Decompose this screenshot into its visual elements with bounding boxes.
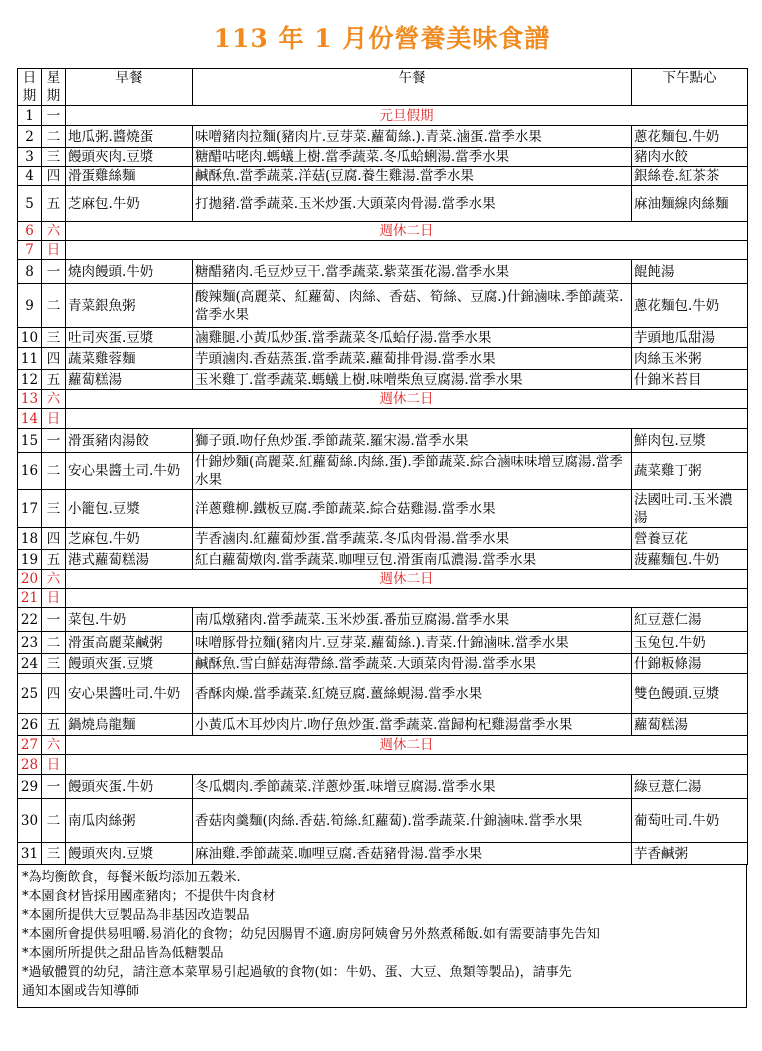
day-cell: 3 — [18, 148, 42, 167]
lunch-cell: 芋頭滷肉.香菇蒸蛋.當季蔬菜.蘿蔔排骨湯.當季水果 — [193, 348, 632, 370]
table-row — [18, 148, 748, 167]
snack-cell: 芋香鹹粥 — [632, 843, 748, 865]
day-cell: 14 — [18, 409, 42, 429]
header-week: 星期 — [42, 69, 66, 106]
note-line: 通知本園或告知導師 — [22, 984, 140, 999]
day-cell: 9 — [18, 284, 42, 328]
snack-cell: 芋頭地瓜甜湯 — [632, 328, 748, 348]
day-cell: 30 — [18, 799, 42, 843]
weekday-cell: 六 — [42, 736, 66, 755]
day-cell: 21 — [18, 589, 42, 608]
snack-cell: 菠蘿麵包.牛奶 — [632, 550, 748, 570]
breakfast-cell: 芝麻包.牛奶 — [66, 186, 193, 222]
snack-cell: 什錦粄條湯 — [632, 654, 748, 674]
weekday-cell: 六 — [42, 390, 66, 409]
weekday-cell: 四 — [42, 348, 66, 370]
lunch-cell: 小黃瓜木耳炒肉片.吻仔魚炒蛋.當季蔬菜.當歸枸杞雞湯當季水果 — [193, 714, 632, 736]
table-row — [18, 370, 748, 390]
day-cell: 10 — [18, 328, 42, 348]
day-cell: 19 — [18, 550, 42, 570]
breakfast-cell: 青菜銀魚粥 — [66, 284, 193, 328]
day-cell: 28 — [18, 755, 42, 775]
weekday-cell: 二 — [42, 632, 66, 654]
table-row — [18, 654, 748, 674]
breakfast-cell: 饅頭夾蛋.牛奶 — [66, 775, 193, 799]
weekday-cell: 二 — [42, 453, 66, 490]
breakfast-cell: 饅頭夾肉.豆漿 — [66, 148, 193, 167]
day-cell: 13 — [18, 390, 42, 409]
table-row — [18, 126, 748, 148]
weekend-row — [18, 222, 748, 241]
snack-cell: 銀絲卷.紅茶茶 — [632, 167, 748, 186]
weekday-cell: 日 — [42, 409, 66, 429]
weekend-row — [18, 241, 748, 260]
snack-cell: 什錦米苔目 — [632, 370, 748, 390]
weekday-cell: 五 — [42, 714, 66, 736]
snack-cell: 豬肉水餃 — [632, 148, 748, 167]
header-row — [18, 69, 748, 106]
day-cell: 31 — [18, 843, 42, 865]
breakfast-cell: 鍋燒烏龍麵 — [66, 714, 193, 736]
lunch-cell: 洋蔥雞柳.鐵板豆腐.季節蔬菜.綜合菇雞湯.當季水果 — [193, 490, 632, 528]
snack-cell: 葡萄吐司.牛奶 — [632, 799, 748, 843]
day-cell: 4 — [18, 167, 42, 186]
weekday-cell: 日 — [42, 755, 66, 775]
lunch-cell: 香菇肉羹麵(肉絲.香菇.筍絲.紅蘿蔔).當季蔬菜.什錦滷味.當季水果 — [193, 799, 632, 843]
day-cell: 20 — [18, 570, 42, 589]
weekday-cell: 五 — [42, 186, 66, 222]
weekday-cell: 一 — [42, 106, 66, 126]
table-row — [18, 284, 748, 328]
table-row — [18, 550, 748, 570]
table-row — [18, 453, 748, 490]
day-cell: 27 — [18, 736, 42, 755]
weekday-cell: 一 — [42, 429, 66, 453]
lunch-cell: 什錦炒麵(高麗菜.紅蘿蔔絲.肉絲.蛋).季節蔬菜.綜合滷味味增豆腐湯.當季水果 — [193, 453, 632, 490]
snack-cell: 蘿蔔糕湯 — [632, 714, 748, 736]
weekday-cell: 一 — [42, 608, 66, 632]
breakfast-cell: 滑蛋豬肉湯餃 — [66, 429, 193, 453]
weekend-label: 週休二日 — [66, 570, 748, 589]
lunch-cell: 味噌豬肉拉麵(豬肉片.豆芽菜.蘿蔔絲.).青菜.滷蛋.當季水果 — [193, 126, 632, 148]
note-line: *本園所會提供易咀嚼.易消化的食物；幼兒因腸胃不適.廚房阿姨會另外熬煮稀飯.如有需要請事先告知 — [22, 927, 600, 942]
table-row — [18, 260, 748, 284]
table-row — [18, 167, 748, 186]
table-row — [18, 799, 748, 843]
note-line: *過敏體質的幼兒，請注意本菜單易引起過敏的食物(如：牛奶、蛋、大豆、魚類等製品)，請事先 — [22, 965, 572, 980]
weekend-label: 週休二日 — [66, 222, 748, 241]
weekday-cell: 四 — [42, 167, 66, 186]
day-cell: 12 — [18, 370, 42, 390]
weekend-label — [66, 241, 748, 260]
breakfast-cell: 滑蛋雞絲麵 — [66, 167, 193, 186]
table-row — [18, 429, 748, 453]
note-line: *本園所所提供之甜品皆為低糖製品 — [22, 946, 224, 961]
snack-cell: 蔥花麵包.牛奶 — [632, 284, 748, 328]
weekend-label — [66, 589, 748, 608]
weekday-cell: 日 — [42, 589, 66, 608]
day-cell: 25 — [18, 674, 42, 714]
weekend-row — [18, 755, 748, 775]
page-title: 113 年 1 月份營養美味食譜 — [213, 24, 551, 53]
lunch-cell: 玉米雞丁.當季蔬菜.螞蟻上樹.味噌柴魚豆腐湯.當季水果 — [193, 370, 632, 390]
lunch-cell: 酸辣麵(高麗菜、紅蘿蔔、肉絲、香菇、筍絲、豆腐.)什錦滷味.季節蔬菜.當季水果 — [193, 284, 632, 328]
breakfast-cell: 地瓜粥.醬燒蛋 — [66, 126, 193, 148]
lunch-cell: 滷雞腿.小黃瓜炒蛋.當季蔬菜冬瓜蛤仔湯.當季水果 — [193, 328, 632, 348]
breakfast-cell: 蘿蔔糕湯 — [66, 370, 193, 390]
holiday-label: 元旦假期 — [66, 106, 748, 126]
breakfast-cell: 安心果醬土司.牛奶 — [66, 453, 193, 490]
breakfast-cell: 蔬菜雞蓉麵 — [66, 348, 193, 370]
table-row — [18, 775, 748, 799]
lunch-cell: 糖醋咕咾肉.螞蟻上樹.當季蔬菜.冬瓜蛤蜊湯.當季水果 — [193, 148, 632, 167]
header-day: 日期 — [18, 69, 42, 106]
lunch-cell: 南瓜燉豬肉.當季蔬菜.玉米炒蛋.番茄豆腐湯.當季水果 — [193, 608, 632, 632]
note-line: *為均衡飲食，每餐米飯均添加五穀米. — [22, 870, 241, 885]
weekend-label: 週休二日 — [66, 390, 748, 409]
snack-cell: 蔥花麵包.牛奶 — [632, 126, 748, 148]
weekday-cell: 二 — [42, 284, 66, 328]
day-cell: 22 — [18, 608, 42, 632]
table-row — [18, 328, 748, 348]
breakfast-cell: 南瓜肉絲粥 — [66, 799, 193, 843]
day-cell: 7 — [18, 241, 42, 260]
weekend-row — [18, 390, 748, 409]
day-cell: 6 — [18, 222, 42, 241]
breakfast-cell: 芝麻包.牛奶 — [66, 528, 193, 550]
weekday-cell: 四 — [42, 528, 66, 550]
weekend-row — [18, 589, 748, 608]
table-row — [18, 528, 748, 550]
weekday-cell: 二 — [42, 799, 66, 843]
snack-cell: 綠豆薏仁湯 — [632, 775, 748, 799]
snack-cell: 鮮肉包.豆漿 — [632, 429, 748, 453]
weekday-cell: 三 — [42, 490, 66, 528]
weekday-cell: 三 — [42, 843, 66, 865]
weekday-cell: 四 — [42, 674, 66, 714]
weekday-cell: 六 — [42, 222, 66, 241]
weekday-cell: 三 — [42, 328, 66, 348]
lunch-cell: 味噌豚骨拉麵(豬肉片.豆芽菜.蘿蔔絲.).青菜.什錦滷味.當季水果 — [193, 632, 632, 654]
breakfast-cell: 吐司夾蛋.豆漿 — [66, 328, 193, 348]
weekday-cell: 日 — [42, 241, 66, 260]
snack-cell: 肉絲玉米粥 — [632, 348, 748, 370]
snack-cell: 餛飩湯 — [632, 260, 748, 284]
lunch-cell: 紅白蘿蔔燉肉.當季蔬菜.咖哩豆包.滑蛋南瓜濃湯.當季水果 — [193, 550, 632, 570]
lunch-cell: 鹹酥魚.雪白鮮菇海帶絲.當季蔬菜.大頭菜肉骨湯.當季水果 — [193, 654, 632, 674]
day-cell: 26 — [18, 714, 42, 736]
snack-cell: 蔬菜雞丁粥 — [632, 453, 748, 490]
holiday-row — [18, 106, 748, 126]
lunch-cell: 打拋豬.當季蔬菜.玉米炒蛋.大頭菜肉骨湯.當季水果 — [193, 186, 632, 222]
weekday-cell: 一 — [42, 775, 66, 799]
table-row — [18, 843, 748, 865]
header-breakfast: 早餐 — [66, 69, 193, 106]
header-snack: 下午點心 — [632, 69, 748, 106]
menu-table — [17, 68, 748, 865]
snack-cell: 紅豆薏仁湯 — [632, 608, 748, 632]
table-row — [18, 490, 748, 528]
lunch-cell: 鹹酥魚.當季蔬菜.洋菇(豆腐.養生雞湯.當季水果 — [193, 167, 632, 186]
table-row — [18, 674, 748, 714]
day-cell: 18 — [18, 528, 42, 550]
day-cell: 1 — [18, 106, 42, 126]
lunch-cell: 獅子頭.吻仔魚炒蛋.季節蔬菜.羅宋湯.當季水果 — [193, 429, 632, 453]
table-row — [18, 714, 748, 736]
weekend-row — [18, 409, 748, 429]
weekday-cell: 三 — [42, 654, 66, 674]
breakfast-cell: 饅頭夾肉.豆漿 — [66, 843, 193, 865]
lunch-cell: 芋香滷肉.紅蘿蔔炒蛋.當季蔬菜.冬瓜肉骨湯.當季水果 — [193, 528, 632, 550]
breakfast-cell: 港式蘿蔔糕湯 — [66, 550, 193, 570]
table-row — [18, 348, 748, 370]
weekday-cell: 三 — [42, 148, 66, 167]
lunch-cell: 麻油雞.季節蔬菜.咖哩豆腐.香菇豬骨湯.當季水果 — [193, 843, 632, 865]
weekday-cell: 六 — [42, 570, 66, 589]
lunch-cell: 糖醋豬肉.毛豆炒豆干.當季蔬菜.紫菜蛋花湯.當季水果 — [193, 260, 632, 284]
header-lunch: 午餐 — [193, 69, 632, 106]
day-cell: 23 — [18, 632, 42, 654]
menu-page — [17, 18, 747, 1008]
snack-cell: 雙色饅頭.豆漿 — [632, 674, 748, 714]
breakfast-cell: 菜包.牛奶 — [66, 608, 193, 632]
breakfast-cell: 燒肉饅頭.牛奶 — [66, 260, 193, 284]
breakfast-cell: 滑蛋高麗菜鹹粥 — [66, 632, 193, 654]
day-cell: 17 — [18, 490, 42, 528]
day-cell: 16 — [18, 453, 42, 490]
table-row — [18, 186, 748, 222]
breakfast-cell: 小籠包.豆漿 — [66, 490, 193, 528]
day-cell: 2 — [18, 126, 42, 148]
weekday-cell: 五 — [42, 550, 66, 570]
snack-cell: 營養豆花 — [632, 528, 748, 550]
weekday-cell: 五 — [42, 370, 66, 390]
day-cell: 29 — [18, 775, 42, 799]
weekend-label: 週休二日 — [66, 736, 748, 755]
weekend-label — [66, 755, 748, 775]
weekend-row — [18, 570, 748, 589]
day-cell: 24 — [18, 654, 42, 674]
weekday-cell: 一 — [42, 260, 66, 284]
snack-cell: 法國吐司.玉米濃湯 — [632, 490, 748, 528]
weekend-row — [18, 736, 748, 755]
notes-box — [17, 865, 747, 1008]
lunch-cell: 冬瓜燜肉.季節蔬菜.洋蔥炒蛋.味增豆腐湯.當季水果 — [193, 775, 632, 799]
breakfast-cell: 饅頭夾蛋.豆漿 — [66, 654, 193, 674]
note-line: *本園食材皆採用國產豬肉；不提供牛肉食材 — [22, 889, 276, 904]
menu-body — [18, 106, 748, 865]
snack-cell: 玉兔包.牛奶 — [632, 632, 748, 654]
day-cell: 11 — [18, 348, 42, 370]
note-line: *本園所提供大豆製品為非基因改造製品 — [22, 908, 250, 923]
breakfast-cell: 安心果醬吐司.牛奶 — [66, 674, 193, 714]
day-cell: 15 — [18, 429, 42, 453]
snack-cell: 麻油麵線肉絲麵 — [632, 186, 748, 222]
day-cell: 5 — [18, 186, 42, 222]
table-row — [18, 632, 748, 654]
lunch-cell: 香酥肉燥.當季蔬菜.紅燒豆腐.薑絲蜆湯.當季水果 — [193, 674, 632, 714]
weekday-cell: 二 — [42, 126, 66, 148]
day-cell: 8 — [18, 260, 42, 284]
table-row — [18, 608, 748, 632]
weekend-label — [66, 409, 748, 429]
